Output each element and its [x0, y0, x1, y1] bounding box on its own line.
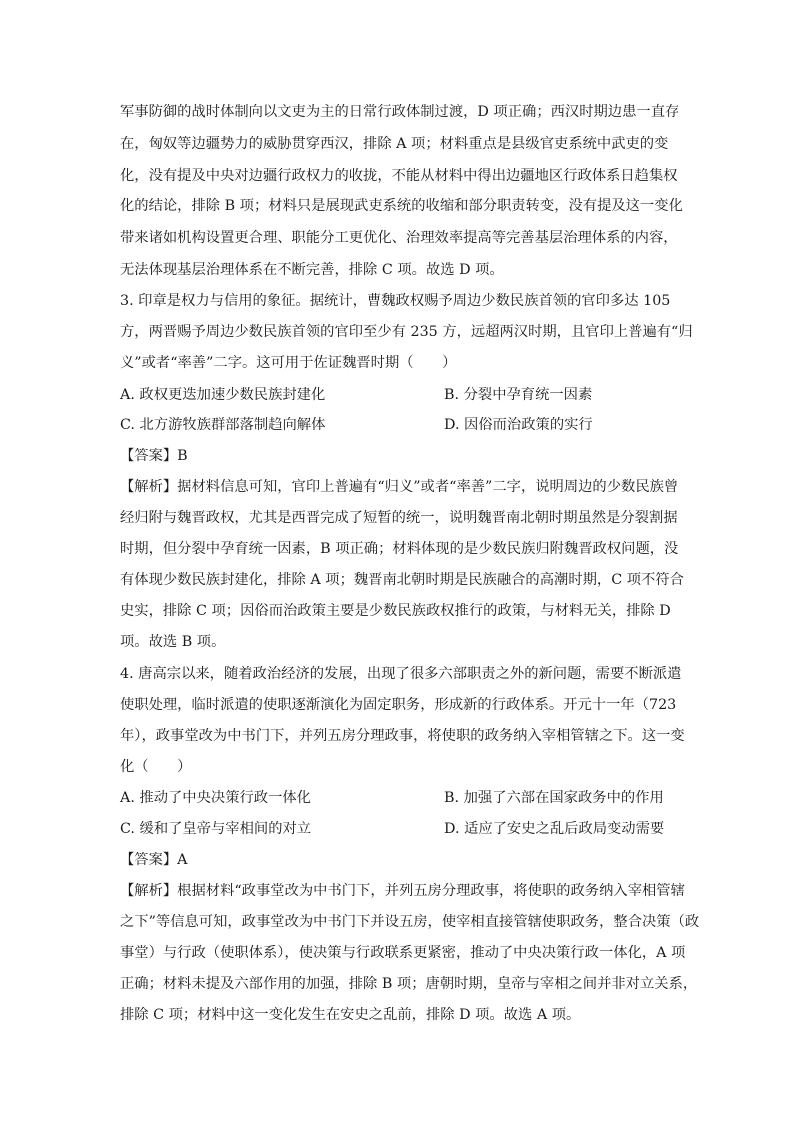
- question-3-option-b: B. 分裂中孕育统一因素: [444, 387, 593, 403]
- question-3-stem-line: 3. 印章是权力与信用的象征。据统计，曹魏政权赐予周边少数民族首领的官印多达 105: [120, 293, 671, 309]
- intro-line: 军事防御的战时体制向以文吏为主的日常行政体制过渡，D 项正确；西汉时期边患一直存: [120, 104, 680, 120]
- question-4-analysis-line: 事堂）与行政（使职体系），使决策与行政联系更紧密，推动了中央决策行政一体化，A 项: [120, 945, 686, 961]
- intro-line: 无法体现基层治理体系在不断完善，排除 C 项。故选 D 项。: [120, 262, 504, 278]
- question-4-analysis-line: 之下”等信息可知，政事堂改为中书门下并设五房，使宰相直接管辖使职政务，整合决策（政: [120, 914, 700, 930]
- question-4-option-d: D. 适应了安史之乱后政局变动需要: [444, 821, 665, 837]
- question-4-analysis-line: 正确；材料未提及六部作用的加强，排除 B 项；唐朝时期，皇帝与宰相之间并非对立关系，: [120, 976, 698, 992]
- question-4-option-a: A. 推动了中央决策行政一体化: [120, 790, 311, 806]
- question-3-analysis-line: 有体现少数民族封建化，排除 A 项；魏晋南北朝时期是民族融合的高潮时期，C 项不符合: [120, 572, 684, 588]
- question-3-stem-line: 义”或者“率善”二字。这可用于佐证魏晋时期（ ）: [120, 355, 457, 371]
- intro-line: 在，匈奴等边疆势力的威胁贯穿西汉，排除 A 项；材料重点是县级官吏系统中武吏的变: [120, 136, 669, 152]
- question-3-analysis-line: 项。故选 B 项。: [120, 634, 226, 650]
- question-4-stem-line: 使职处理，临时派遣的使职逐渐演化为固定职务，形成新的行政体系。开元十一年（723: [120, 697, 677, 713]
- question-3-option-d: D. 因俗而治政策的实行: [444, 417, 593, 433]
- question-4-analysis-line: 【解析】根据材料“政事堂改为中书门下，并列五房分理政事，将使职的政务纳入宰相管辖: [120, 883, 685, 899]
- question-3-analysis-line: 经归附与魏晋政权，尤其是西晋完成了短暂的统一，说明魏晋南北朝时期虽然是分裂割据: [120, 510, 678, 526]
- question-4-answer: 【答案】A: [120, 852, 188, 868]
- intro-line: 化，没有提及中央对边疆行政权力的收拢，不能从材料中得出边疆地区行政体系日趋集权: [120, 168, 678, 184]
- question-4-stem-line: 化（ ）: [120, 759, 192, 775]
- question-3-analysis-line: 时期，但分裂中孕育统一因素，B 项正确；材料体现的是少数民族归附魏晋政权问题，没: [120, 541, 679, 557]
- question-3-option-a: A. 政权更迭加速少数民族封建化: [120, 387, 326, 403]
- question-3-analysis-line: 【解析】据材料信息可知，官印上普遍有“归义”或者“率善”二字，说明周边的少数民族曾: [120, 479, 679, 495]
- question-3-answer: 【答案】B: [120, 448, 188, 464]
- question-3-analysis-line: 史实，排除 C 项；因俗而治政策主要是少数民族政权推行的政策，与材料无关，排除 D: [120, 603, 671, 619]
- question-4-stem-line: 4. 唐高宗以来，随着政治经济的发展，出现了很多六部职责之外的新问题，需要不断派遣: [120, 666, 682, 682]
- question-4-option-c: C. 缓和了皇帝与宰相间的对立: [120, 821, 312, 837]
- question-4-analysis-line: 排除 C 项；材料中这一变化发生在安史之乱前，排除 D 项。故选 A 项。: [120, 1007, 581, 1023]
- question-4-stem-line: 年），政事堂改为中书门下，并列五房分理政事，将使职的政务纳入宰相管辖之下。这一变: [120, 728, 685, 744]
- question-4-option-b: B. 加强了六部在国家政务中的作用: [444, 790, 664, 806]
- question-3-stem-line: 方，两晋赐予周边少数民族首领的官印至少有 235 方，远超两汉时期，且官印上普遍有“归: [120, 324, 693, 340]
- intro-line: 带来诸如机构设置更合理、职能分工更优化、治理效率提高等完善基层治理体系的内容，: [120, 230, 678, 246]
- question-3-option-c: C. 北方游牧族群部落制趋向解体: [120, 417, 326, 433]
- intro-line: 化的结论，排除 B 项；材料只是展现武吏系统的收缩和部分职责转变，没有提及这一变化: [120, 198, 683, 214]
